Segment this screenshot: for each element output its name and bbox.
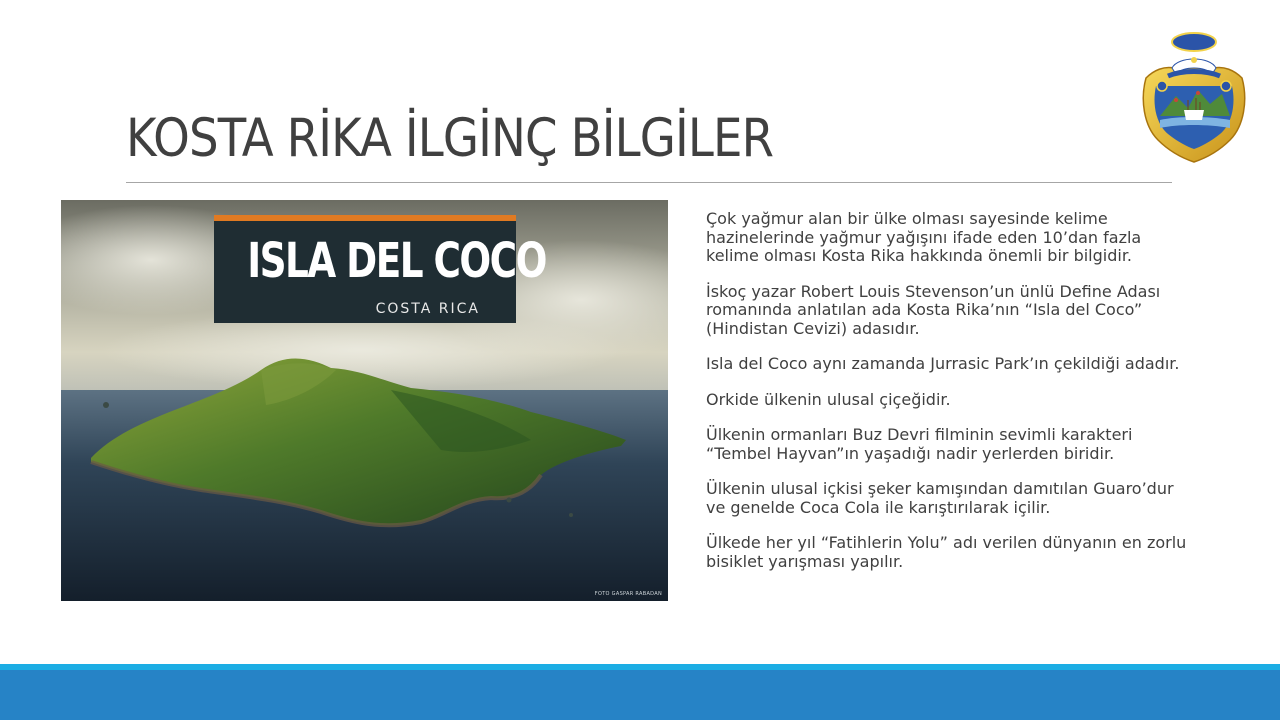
fact-item: İskoç yazar Robert Louis Stevenson’un ünlü Define Adası romanında anlatılan ada Kosta Rika’nın “Isla del Coco” (Hindistan Cevizi) adasıdır. <box>706 281 1161 338</box>
photo-credit: FOTO GASPAR RABADAN <box>594 591 662 597</box>
fact-item: Ülkenin ormanları Buz Devri filminin sevimli karakteri “Tembel Hayvan”ın yaşadığı nadir yerlerden biridir. <box>706 425 1133 463</box>
fact-item: Ülkenin ulusal içkisi şeker kamışından damıtılan Guaro’dur ve genelde Coca Cola ile karıştırılarak içilir. <box>706 479 1174 517</box>
footer-band <box>0 670 1280 720</box>
island-photo <box>61 200 668 601</box>
coat-of-arms-art <box>1138 30 1250 164</box>
facts-list <box>706 210 1192 588</box>
slide-title: KOSTA RİKA İLGİNÇ BİLGİLER <box>126 108 774 169</box>
fact-item: Ülkede her yıl “Fatihlerin Yolu” adı verilen dünyanın en zorlu bisiklet yarışması yapılır. <box>706 533 1187 571</box>
banner-title: ISLA DEL COCO <box>247 233 546 289</box>
fact-item: Isla del Coco aynı zamanda Jurrasic Park’ın çekildiği adadır. <box>706 354 1180 373</box>
fact-item: Orkide ülkenin ulusal çiçeğidir. <box>706 389 951 409</box>
title-divider <box>126 182 1172 183</box>
fact-item: Çok yağmur alan bir ülke olması sayesinde kelime hazinelerinde yağmur yağışını ifade eden 10’dan fazla kelime olması Kosta Rika hakkında önemli bir bilgidir. <box>706 209 1142 265</box>
banner-subtitle: COSTA RICA <box>375 301 480 317</box>
coat-of-arms-logo <box>1138 30 1250 164</box>
photo-banner <box>214 215 546 323</box>
